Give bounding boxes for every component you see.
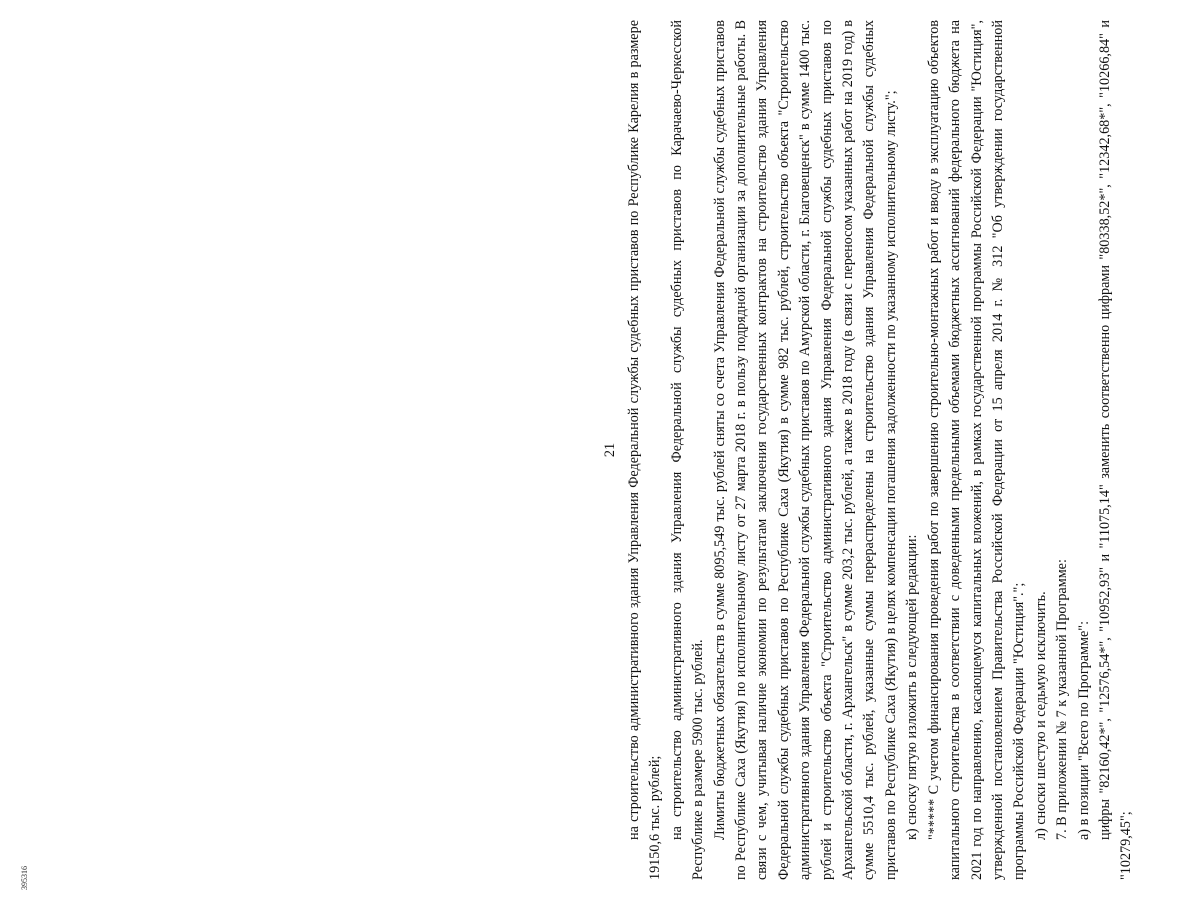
paragraph: к) сноску пятую изложить в следующей редакции: [904,534,921,840]
paragraph: цифры "82160,42*", "12576,54*", "10952,93" и "11075,14" заменить соответственно цифрами "80338,52*", "12342,68*", "10266,84" и "10279,45"; [1096,20,1135,880]
paragraph: на строительство административного здания Управления Федеральной службы судебных приставов по Республике Карелия в размере 19150,6 тыс. рублей; [626,20,664,880]
paragraph: "***** С учетом финансирования проведения работ по завершению строительно-монтажных работ и вводу в эксплуатацию объектов капитального строительства в соответствии с доведенными предельными объемами бюджетных ассигнований федерального бюджета на 2021 год по направлению, касающемуся капитальных вложений, в рамках государственной программы Российской Федерации "Юстиция", утвержденной постановлением Правительства Российской Федерации от 15 апреля 2014 г. № 312 "Об утверждении государственной программы Российской Федерации "Юстиция"."; [925,20,1028,880]
paragraph: а) в позиции "Всего по Программе": [1075,620,1092,840]
document-id: 395316 [20,866,29,890]
paragraph-list [624,20,1138,880]
paragraph: Лимиты бюджетных обязательств в сумме 8095,549 тыс. рублей сняты со счета Управления Федеральной службы судебных приставов по Республике Саха (Якутия) по исполнительному листу от 27 марта 2018 г. в пользу подрядной организации за дополнительные работы. В связи с чем, учитывая наличие экономии по результатам заключения государственных контрактов на строительство здания Управления Федеральной службы судебных приставов по Республике Саха (Якутия) в сумме 982 тыс. рублей, строительство объекта "Строительство административного здания Управления Федеральной службы судебных приставов по Амурской области, г. Благовещенск" в сумме 1400 тыс. рублей и строительство объекта "Строительство административного здания Управления Федеральной службы судебных приставов по Архангельской области, г. Архангельск" в сумме 203,2 тыс. рублей, а также в 2018 году (в связи с переносом указанных работ на 2019 год) в сумме 5510,4 тыс. рублей, указанные суммы перераспределены на строительство здания Управления Федеральной службы судебных приставов по Республике Саха (Якутия) в целях компенсации погашения задолженности по указанному исполнительному листу."; [711,20,899,880]
paragraph: на строительство административного здания Управления Федеральной службы судебных приставов по Карачаево-Черкесской Республике в размере 5900 тыс. рублей. [668,20,707,880]
page-number: 21 [602,442,618,458]
paragraph: л) сноски шестую и седьмую исключить. [1032,591,1049,840]
paragraph: 7. В приложении № 7 к указанной Программе: [1054,559,1071,840]
rotated-text-block [600,20,1190,880]
